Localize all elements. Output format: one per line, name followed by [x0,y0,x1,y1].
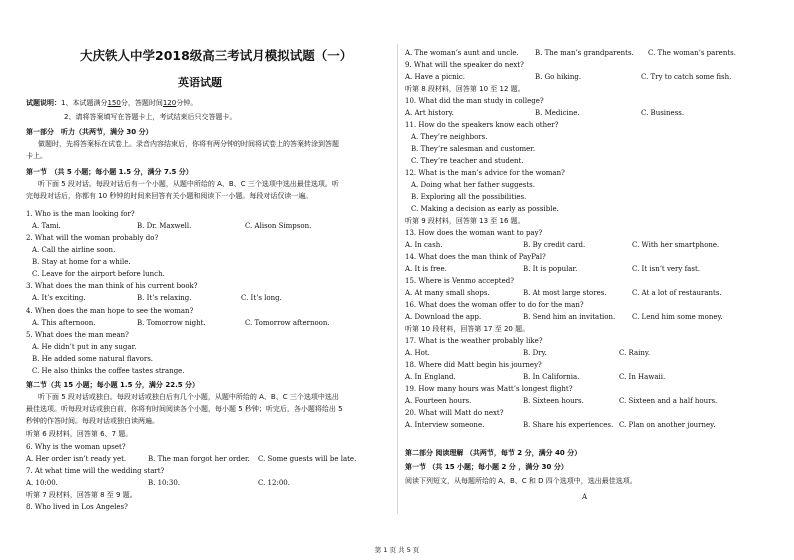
q3-option-a: A. It’s exciting. [32,294,86,302]
q16-option-b: B. Send him an invitation. [523,313,616,321]
question-4-stem: 4. When does the man hope to see the woman? [26,307,194,315]
q2-option-c: C. Leave for the airport before lunch. [32,270,165,278]
material-note-9: 听第 9 段材料，回答第 13 至 16 题。 [405,217,525,225]
q11-option-a: A. They’re neighbors. [411,133,488,141]
section2-directions-1: 听下面 5 段对话或独白。每段对话或独白后有几个小题，从题中所给的 A、B、C 三个选项中选出 [38,393,339,401]
q6-option-c: C. Some guests will be late. [258,455,357,463]
section1-heading: 第一节 （共 5 小题；每小题 1.5 分，满分 7.5 分） [26,168,193,176]
question-19-stem: 19. How many hours was Matt’s longest flight? [405,385,573,393]
left-column [26,0,391,545]
question-16-stem: 16. What does the woman offer to do for the man? [405,301,584,309]
q19-option-c: C. Sixteen and a half hours. [619,397,718,405]
q11-option-b: B. They’re salesman and customer. [411,145,536,153]
right-column [405,0,775,545]
section2-directions-3: 秒钟的作答时间。每段对话或独白读两遍。 [26,417,159,425]
question-1-stem: 1. Who is the man looking for? [26,210,135,218]
q13-option-a: A. In cash. [405,241,443,249]
q15-option-b: B. At most large stores. [523,289,607,297]
column-divider [397,44,398,514]
q20-option-c: C. Plan on another journey. [619,421,716,429]
exam-subject: 英语试题 [178,76,222,89]
q16-option-c: C. Lend him some money. [632,313,723,321]
q10-option-b: B. Medicine. [535,109,580,117]
part2-directions: 阅读下列短文，从每题所给的 A、B、C 和 D 四个选项中，选出最佳选项。 [405,477,637,485]
question-5-stem: 5. What does the man mean? [26,331,129,339]
question-18-stem: 18. Where did Matt begin his journey? [405,361,542,369]
part2-heading: 第二部分 阅读理解 （共两节，每节 2 分，满分 40 分） [405,449,582,457]
section2-directions-2: 最佳选项。听每段对话或独白前，你将有时间阅读各个小题，每小题 5 秒钟；听完后，各小题将给出 5 [26,405,343,413]
q15-option-c: C. At a lot of restaurants. [632,289,722,297]
q1-option-c: C. Alison Simpson. [245,222,312,230]
q6-option-a: A. Her order isn’t ready yet. [26,455,127,463]
q18-option-b: B. In California. [523,373,580,381]
q13-option-c: C. With her smartphone. [632,241,720,249]
section2-heading: 第二节（共 15 小题；每小题 1.5 分，满分 22.5 分） [26,381,200,389]
total-score: 150 [107,99,121,107]
q1-option-b: B. Dr. Maxwell. [137,222,192,230]
q20-option-a: A. Interview someone. [405,421,485,429]
question-10-stem: 10. What did the man study in college? [405,97,544,105]
q12-option-b: B. Exploring all the possibilities. [411,193,527,201]
q16-option-a: A. Download the app. [405,313,482,321]
passage-label: A [582,493,588,501]
question-17-stem: 17. What is the weather probably like? [405,337,543,345]
q3-option-b: B. It’s relaxing. [137,294,192,302]
part2-section1-heading: 第一节 （共 15 小题；每小题 2 分 ，满分 30 分） [405,463,568,471]
material-note-10: 听第 10 段材料，回答第 17 至 20 题。 [405,325,530,333]
material-note-6: 听第 6 段材料，回答第 6、7 题。 [26,430,133,438]
q3-option-c: C. It’s long. [241,294,282,302]
exam-title: 大庆铁人中学2018级高三考试月模拟试题（一） [80,48,353,63]
question-2-stem: 2. What will the woman probably do? [26,234,159,242]
q9-option-b: B. Go hiking. [535,73,582,81]
q7-option-a: A. 10:00. [26,479,58,487]
material-note-8: 听第 8 段材料，回答第 10 至 12 题。 [405,85,525,93]
question-12-stem: 12. What is the man’s advice for the woman? [405,169,565,177]
q10-option-a: A. Art history. [405,109,454,117]
q9-option-c: C. Try to catch some fish. [641,73,732,81]
q8-option-b: B. The man’s grandparents. [535,49,634,57]
instructions-label: 试题说明： [26,99,61,107]
q14-option-c: C. It isn’t very fast. [632,265,700,273]
instructions-line-2: 2、请将答案填写在答题卡上，考试结束后只交答题卡。 [64,113,237,121]
q20-option-b: B. Share his experiences. [523,421,614,429]
q12-option-c: C. Making a decision as early as possible. [411,205,559,213]
section1-directions-2: 完每段对话后，你都有 10 秒钟的时间来回答有关小题和阅读下一小题。每段对话仅读一遍。 [26,192,313,200]
q6-option-b: B. The man forgot her order. [148,455,250,463]
exam-duration: 120 [162,99,177,107]
page-footer: 第 1 页 共 5 页 [374,546,420,554]
part1-intro-1: 做题时，先将答案标在试卷上。录音内容结束后，你将有两分钟的时间将试卷上的答案转涂到答题 [38,140,339,148]
q9-option-a: A. Have a picnic. [405,73,466,81]
question-7-stem: 7. At what time will the wedding start? [26,467,165,475]
question-20-stem: 20. What will Matt do next? [405,409,504,417]
q15-option-a: A. At many small shops. [405,289,490,297]
q19-option-a: A. Fourteen hours. [405,397,472,405]
q5-option-c: C. He also thinks the coffee tastes strange. [32,367,185,375]
q10-option-c: C. Business. [641,109,685,117]
q13-option-b: B. By credit card. [523,241,586,249]
question-8-stem: 8. Who lived in Los Angeles? [26,503,128,511]
q17-option-b: B. Dry. [523,349,547,357]
q2-option-a: A. Call the airline soon. [32,246,116,254]
q8-option-a: A. The woman’s aunt and uncle. [405,49,519,57]
material-note-7: 听第 7 段材料，回答第 8 至 9 题。 [26,491,137,499]
q17-option-a: A. Hot. [405,349,430,357]
q8-option-c: C. The woman’s parents. [648,49,736,57]
q1-option-a: A. Tami. [32,222,61,230]
q18-option-a: A. In England. [405,373,456,381]
q11-option-c: C. They’re teacher and student. [411,157,524,165]
q4-option-c: C. Tomorrow afternoon. [245,319,330,327]
q5-option-a: A. He didn’t put in any sugar. [32,343,137,351]
q14-option-b: B. It is popular. [523,265,578,273]
part1-intro-2: 卡上。 [26,152,47,160]
q7-option-b: B. 10:30. [148,479,180,487]
q12-option-a: A. Doing what her father suggests. [411,181,535,189]
question-15-stem: 15. Where is Venmo accepted? [405,277,514,285]
instructions-line-1: 试题说明：1、本试题满分150分，答题时间120分钟。 [26,99,198,107]
part1-heading: 第一部分 听力（共两节，满分 30 分） [26,128,153,136]
q7-option-c: C. 12:00. [258,479,290,487]
q2-option-b: B. Stay at home for a while. [32,258,131,266]
question-13-stem: 13. How does the woman want to pay? [405,229,543,237]
question-6-stem: 6. Why is the woman upset? [26,443,126,451]
question-3-stem: 3. What does the man think of his current book? [26,282,198,290]
q5-option-b: B. He added some natural flavors. [32,355,154,363]
question-9-stem: 9. What will the speaker do next? [405,61,524,69]
q18-option-c: C. In Hawaii. [619,373,666,381]
section1-directions-1: 听下面 5 段对话。每段对话后有一个小题，从题中所给的 A、B、C 三个选项中选出最佳选项。听 [38,180,339,188]
q17-option-c: C. Rainy. [619,349,651,357]
q14-option-a: A. It is free. [405,265,447,273]
q4-option-b: B. Tomorrow night. [137,319,206,327]
question-11-stem: 11. How do the speakers know each other? [405,121,559,129]
q19-option-b: B. Sixteen hours. [523,397,584,405]
q4-option-a: A. This afternoon. [32,319,96,327]
question-14-stem: 14. What does the man think of PayPal? [405,253,546,261]
